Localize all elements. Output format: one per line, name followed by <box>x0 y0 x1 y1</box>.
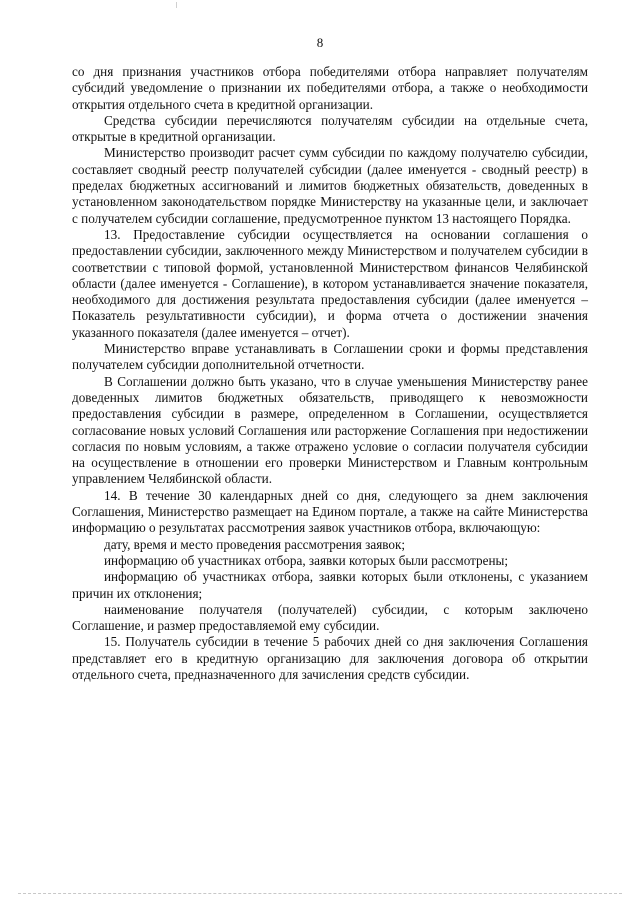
paragraph: Министерство вправе устанавливать в Соглашении сроки и формы представления получателем субсидии дополнительной отчетности. <box>72 341 588 373</box>
paragraph: Министерство производит расчет сумм субсидии по каждому получателю субсидии, составляет сводный реестр получателей субсидии (далее именуется - сводный реестр) в пределах бюджетных ассигнований и лимитов бюджетных обязательств, доведенных в установленном законодательством порядке Министерству на указанные цели, и заключает с получателем субсидии соглашение, предусмотренное пунктом 13 настоящего Порядка. <box>72 145 588 226</box>
page-number: 8 <box>316 35 324 50</box>
scan-mark <box>176 2 177 8</box>
paragraph: В Соглашении должно быть указано, что в случае уменьшения Министерству ранее доведенных лимитов бюджетных обязательств, приводящего к невозможности предоставления субсидии в размере, определенном в Соглашении, осуществляется согласование новых условий Соглашения или расторжение Соглашения при недостижении согласия по новым условиям, а также отражено условие о согласии получателя субсидии на осуществление в отношении его проверки Министерством и Главным контрольным управлением Челябинской области. <box>72 373 588 487</box>
list-item: дату, время и место проведения рассмотрения заявок; <box>104 536 406 552</box>
paragraph: Средства субсидии перечисляются получателям субсидии на отдельные счета, открытые в кредитной организации. <box>72 112 588 145</box>
document-body <box>72 64 588 683</box>
list-item: информацию об участниках отбора, заявки которых были отклонены, с указанием причин их отклонения; <box>72 569 588 601</box>
paragraph: со дня признания участников отбора победителями отбора направляет получателям субсидий уведомление о признании их победителями отбора, а также о необходимости открытия отдельного счета в кредитной организации. <box>72 64 588 112</box>
paragraph-item-14: 14. В течение 30 календарных дней со дня, следующего за днем заключения Соглашения, Министерство размещает на Едином портале, а также на сайте Министерства информацию о результатах рассмотрения заявок участников отбора, включающую: <box>72 487 588 536</box>
list-item: информацию об участниках отбора, заявки которых были рассмотрены; <box>104 552 509 568</box>
list-item: наименование получателя (получателей) субсидии, с которым заключено Соглашение, и размер предоставляемой ему субсидии. <box>72 601 588 634</box>
page-bottom-edge <box>18 893 622 894</box>
paragraph-item-13: 13. Предоставление субсидии осуществляется на основании соглашения о предоставлении субсидии, заключенного между Министерством и получателем субсидии в соответствии с типовой формой, установленной Министерством финансов Челябинской области (далее именуется - Соглашение), в котором устанавливается значение показателя, необходимого для достижения результата предоставления субсидии (далее именуется – Показатель результативности субсидии), и форма отчета о достижении значения указанного показателя (далее именуется – отчет). <box>72 226 588 340</box>
paragraph-item-15: 15. Получатель субсидии в течение 5 рабочих дней со дня заключения Соглашения представляет его в кредитную организацию для заключения договора об открытии отдельного счета, предназначенного для зачисления средств субсидии. <box>72 634 588 682</box>
